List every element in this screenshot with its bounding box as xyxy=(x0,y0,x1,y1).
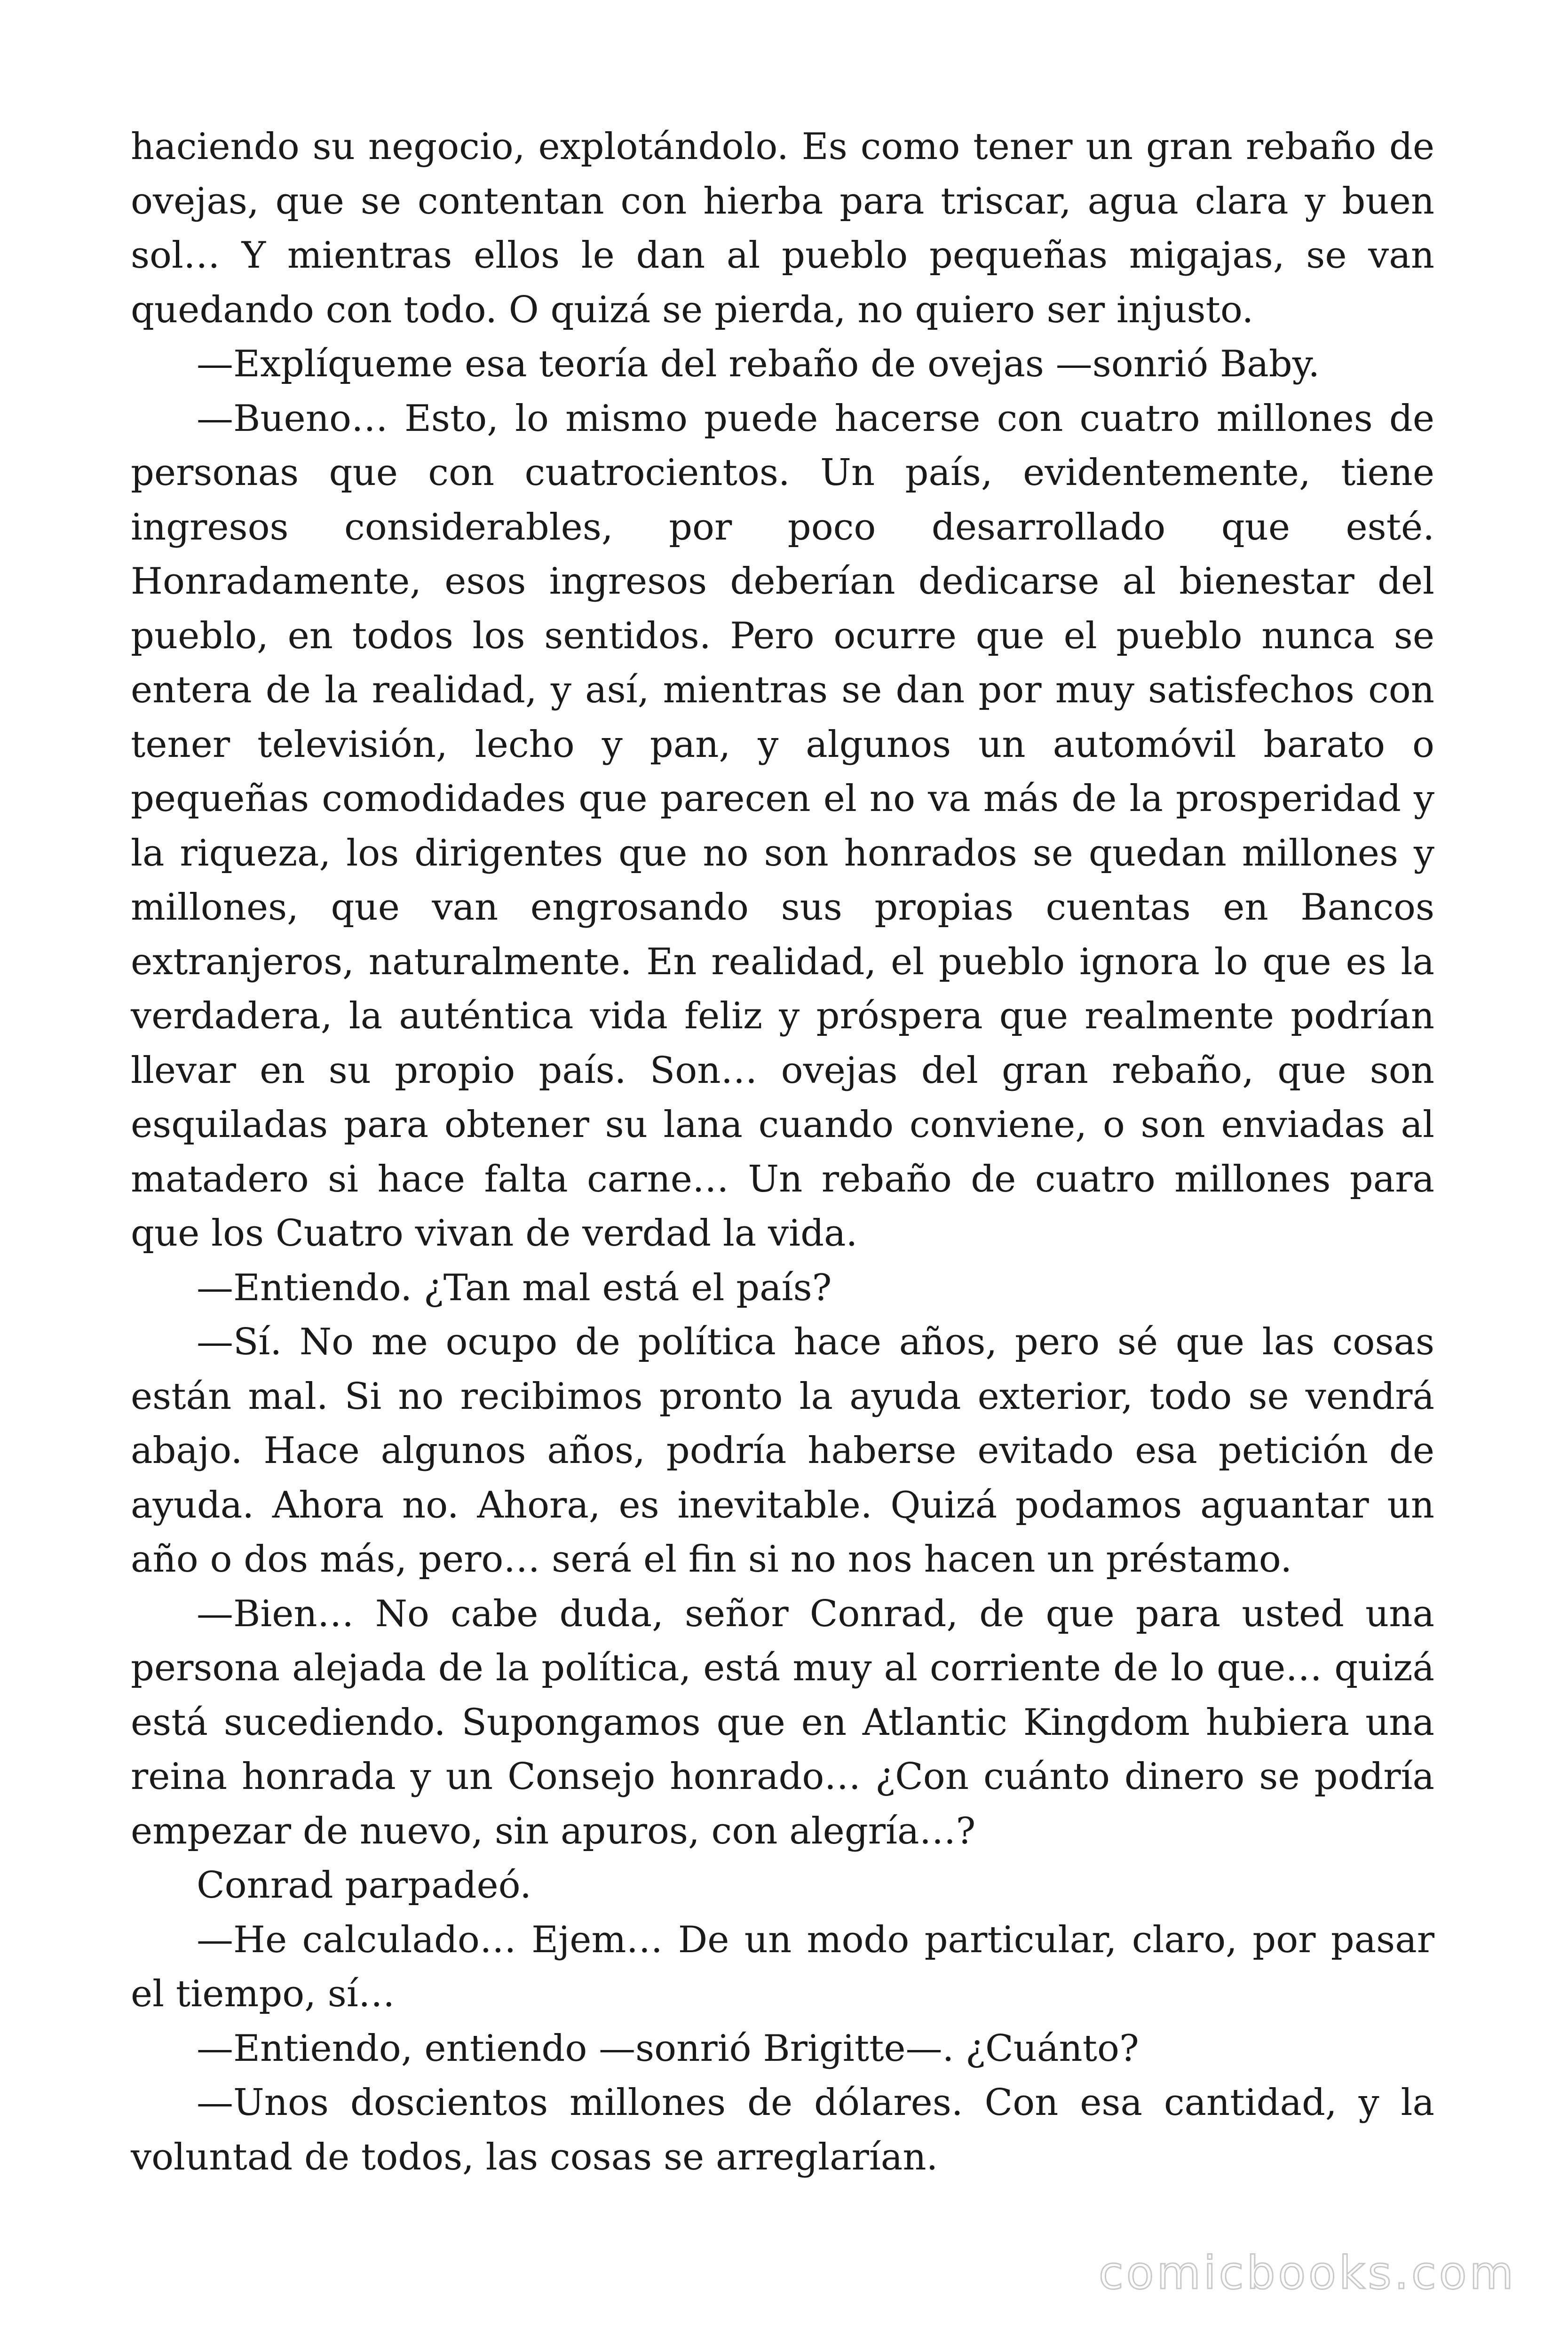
paragraph-5: —Sí. No me ocupo de política hace años, pero sé que las cosas están mal. Si no recibimos pronto la ayuda exterior, todo se vendrá abajo. Hace algunos años, podría haberse evitado esa petición de ayuda. Ahora no. Ahora, es inevitable. Quizá podamos aguantar un año o dos más, pero… será el fin si no nos hacen un préstamo. xyxy=(131,1321,1434,1581)
paragraph-8: —He calculado… Ejem… De un modo particular, claro, por pasar el tiempo, sí… xyxy=(131,1918,1434,2015)
paragraph-3: —Bueno… Esto, lo mismo puede hacerse con cuatro millones de personas que con cuatrocientos. Un país, evidentemente, tiene ingresos considerables, por poco desarrollado que esté. Honradamente, esos ingresos deberían dedicarse al bienestar del pueblo, en todos los sentidos. Pero ocurre que el pueblo nunca se entera de la realidad, y así, mientras se dan por muy satisfechos con tener televisión, lecho y pan, y algunos un automóvil barato o pequeñas comodidades que parecen el no va más de la prosperidad y la riqueza, los dirigentes que no son honrados se quedan millones y millones, que van engrosando sus propias cuentas en Bancos extranjeros, naturalmente. En realidad, el pueblo ignora lo que es la verdadera, la auténtica vida feliz y próspera que realmente podrían llevar en su propio país. Son… ovejas del gran rebaño, que son esquiladas para obtener su lana cuando conviene, o son enviadas al matadero si hace falta carne… Un rebaño de cuatro millones para que los Cuatro vivan de verdad la vida. xyxy=(131,397,1434,1255)
paragraph-9: —Entiendo, entiendo —sonrió Brigitte—. ¿Cuánto? xyxy=(197,2027,1139,2070)
paragraph-1: haciendo su negocio, explotándolo. Es como tener un gran rebaño de ovejas, que se contentan con hierba para triscar, agua clara y buen sol… Y mientras ellos le dan al pueblo pequeñas migajas, se van quedando con todo. O quizá se pierda, no quiero ser injusto. xyxy=(131,126,1434,331)
paragraph-6: —Bien… No cabe duda, señor Conrad, de que para usted una persona alejada de la política, está muy al corriente de lo que… quizá está sucediendo. Supongamos que en Atlantic Kingdom hubiera una reina honrada y un Consejo honrado… ¿Con cuánto dinero se podría empezar de nuevo, sin apuros, con alegría…? xyxy=(131,1592,1434,1852)
site-watermark: comicbooks.com xyxy=(1098,2247,1516,2299)
paragraph-2: —Explíqueme esa teoría del rebaño de ovejas —sonrió Baby. xyxy=(197,343,1320,385)
page-body xyxy=(131,120,1434,2185)
paragraph-4: —Entiendo. ¿Tan mal está el país? xyxy=(197,1266,832,1309)
paragraph-10: —Unos doscientos millones de dólares. Con esa cantidad, y la voluntad de todos, las cosas se arreglarían. xyxy=(131,2082,1434,2178)
paragraph-7: Conrad parpadeó. xyxy=(197,1864,532,1907)
